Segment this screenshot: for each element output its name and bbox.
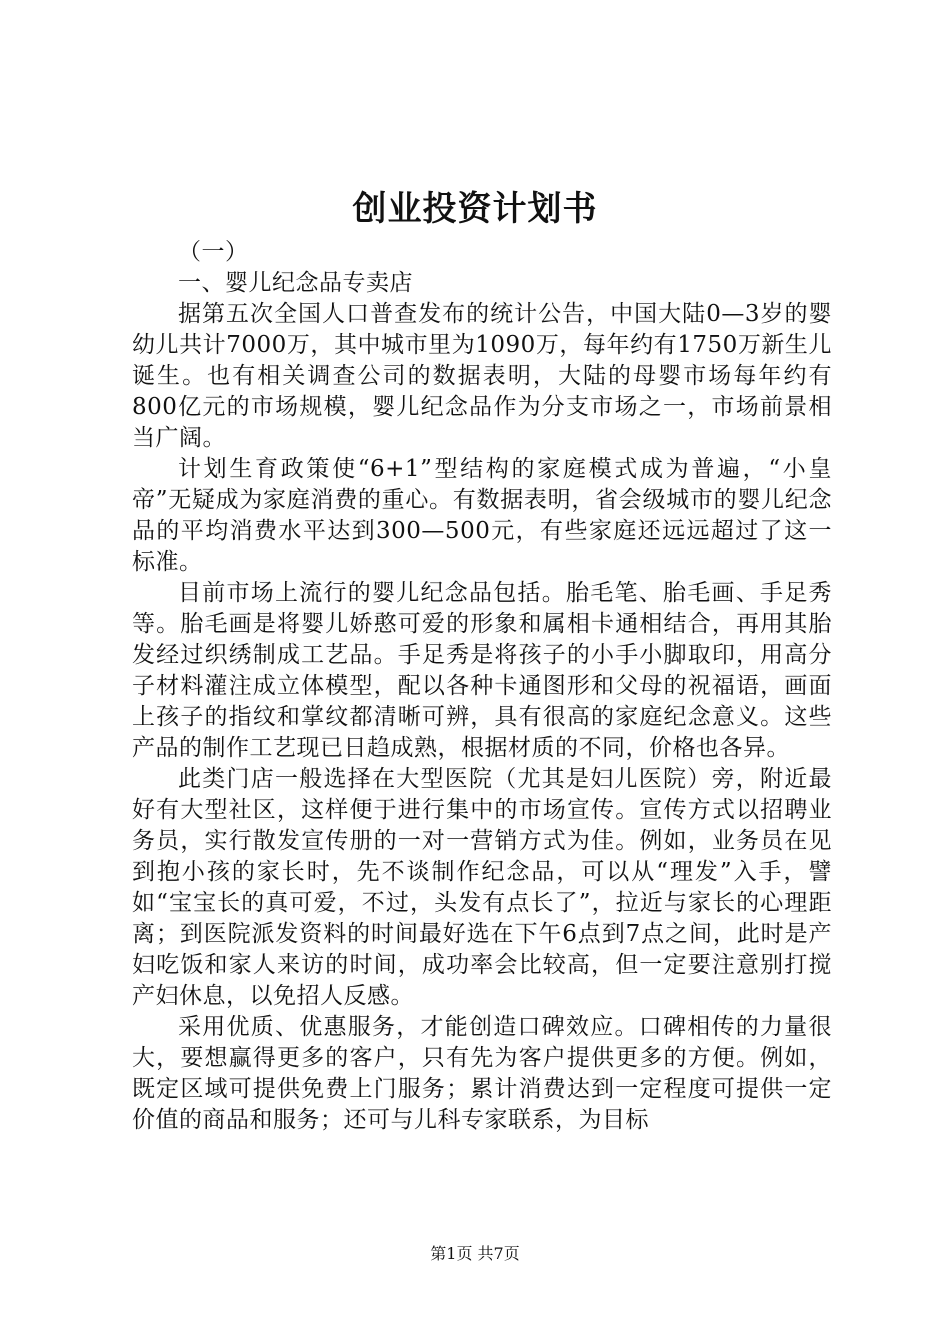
- paragraph-5: 采用优质、优惠服务，才能创造口碑效应。口碑相传的力量很大，要想赢得更多的客户，只有先为客户提供更多的方便。例如，既定区域可提供免费上门服务；累计消费达到一定程度可提供一定价值的商品和服务；还可与儿科专家联系，为目标: [132, 1014, 832, 1133]
- page-footer: 第1页 共7页: [430, 1244, 520, 1263]
- section-number: （一）: [178, 239, 249, 265]
- paragraph-2: 计划生育政策使“6+1”型结构的家庭模式成为普遍，“小皇帝”无疑成为家庭消费的重心。有数据表明，省会级城市的婴儿纪念品的平均消费水平达到300—500元，有些家庭还远远超过了这一标准。: [132, 456, 832, 575]
- document-title: 创业投资计划书: [352, 189, 598, 229]
- paragraph-1: 据第五次全国人口普查发布的统计公告，中国大陆0—3岁的婴幼儿共计7000万，其中城市里为1090万，每年约有1750万新生儿诞生。也有相关调查公司的数据表明，大陆的母婴市场每年约有800亿元的市场规模，婴儿纪念品作为分支市场之一，市场前景相当广阔。: [132, 301, 832, 451]
- document-body: [132, 237, 832, 1136]
- paragraph-4: 此类门店一般选择在大型医院（尤其是妇儿医院）旁，附近最好有大型社区，这样便于进行集中的市场宣传。宣传方式以招聘业务员，实行散发宣传册的一对一营销方式为佳。例如，业务员在见到抱小孩的家长时，先不谈制作纪念品，可以从“理发”入手，譬如“宝宝长的真可爱，不过，头发有点长了”，拉近与家长的心理距离；到医院派发资料的时间最好选在下午6点到7点之间，此时是产妇吃饭和家人来访的时间，成功率会比较高，但一定要注意别打搅产妇休息，以免招人反感。: [132, 766, 832, 1009]
- section-heading: 一、婴儿纪念品专卖店: [178, 270, 413, 296]
- paragraph-3: 目前市场上流行的婴儿纪念品包括。胎毛笔、胎毛画、手足秀等。胎毛画是将婴儿娇憨可爱的形象和属相卡通相结合，再用其胎发经过织绣制成工艺品。手足秀是将孩子的小手小脚取印，用高分子材料灌注成立体模型，配以各种卡通图形和父母的祝福语，画面上孩子的指纹和掌纹都清晰可辨，具有很高的家庭纪念意义。这些产品的制作工艺现已日趋成熟，根据材质的不同，价格也各异。: [132, 580, 832, 761]
